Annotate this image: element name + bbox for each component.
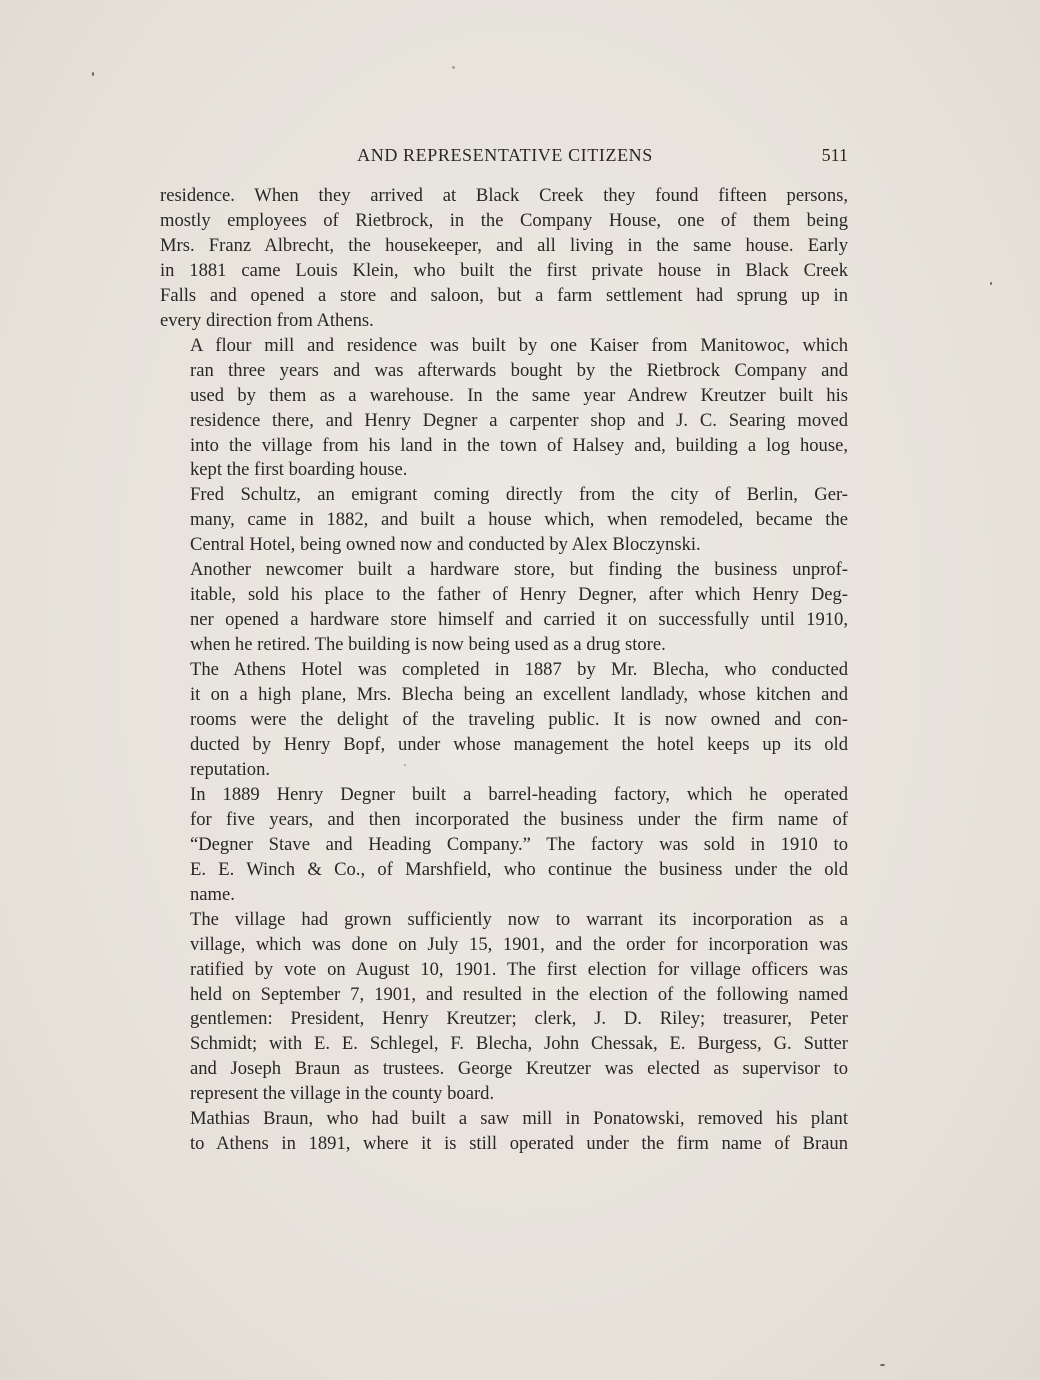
text-line: ratified by vote on August 10, 1901. The first election for village officers was [190, 958, 848, 980]
text-line: ducted by Henry Bopf, under whose management the hotel keeps up its old [190, 733, 848, 755]
text-line: “Degner Stave and Heading Company.” The factory was sold in 1910 to [190, 833, 848, 855]
text-line: rooms were the delight of the traveling public. It is now owned and con- [190, 709, 848, 731]
text-line: Schmidt; with E. E. Schlegel, F. Blecha, John Chessak, E. Burgess, G. Sutter [190, 1033, 848, 1055]
text-line: The Athens Hotel was completed in 1887 by Mr. Blecha, who conducted [190, 659, 848, 681]
text-line: Another newcomer built a hardware store, but finding the business unprof- [190, 559, 848, 581]
text-line: mostly employees of Rietbrock, in the Company House, one of them being [160, 209, 848, 231]
text-line: itable, sold his place to the father of Henry Degner, after which Henry Deg- [190, 584, 848, 606]
text-line: A flour mill and residence was built by one Kaiser from Manitowoc, which [190, 334, 848, 356]
paragraph [160, 558, 848, 658]
text-line: The village had grown sufficiently now to warrant its incorporation as a [190, 908, 848, 930]
paper-speck [990, 282, 992, 285]
text-line: Central Hotel, being owned now and conducted by Alex Bloczynski. [190, 534, 701, 556]
paper-speck [92, 72, 94, 76]
text-line: gentlemen: President, Henry Kreutzer; clerk, J. D. Riley; treasurer, Peter [190, 1008, 848, 1030]
text-line: represent the village in the county board. [190, 1083, 495, 1105]
text-line: for five years, and then incorporated the business under the firm name of [190, 808, 848, 830]
text-line: ran three years and was afterwards bought by the Rietbrock Company and [190, 359, 848, 381]
text-line: to Athens in 1891, where it is still operated under the firm name of Braun [190, 1133, 848, 1155]
text-line: reputation. [190, 758, 271, 780]
paragraph [160, 334, 848, 484]
text-line: when he retired. The building is now being used as a drug store. [190, 634, 666, 656]
text-line: into the village from his land in the town of Halsey and, building a log house, [190, 434, 848, 456]
text-line: name. [190, 883, 235, 905]
text-line: village, which was done on July 15, 1901, and the order for incorporation was [190, 933, 848, 955]
text-line: In 1889 Henry Degner built a barrel-heading factory, which he operated [190, 783, 848, 805]
text-line: Mathias Braun, who had built a saw mill in Ponatowski, removed his plant [190, 1108, 848, 1130]
text-line: used by them as a warehouse. In the same year Andrew Kreutzer built his [190, 384, 848, 406]
body-text [160, 184, 848, 1157]
text-line: Falls and opened a store and saloon, but a farm settlement had sprung up in [160, 284, 848, 306]
text-line: every direction from Athens. [160, 309, 374, 331]
text-line: in 1881 came Louis Klein, who built the first private house in Black Creek [160, 259, 848, 281]
text-line: and Joseph Braun as trustees. George Kreutzer was elected as supervisor to [190, 1058, 848, 1080]
running-head [160, 145, 850, 171]
paper-speck [452, 66, 455, 69]
running-head-title: AND REPRESENTATIVE CITIZENS [357, 145, 653, 165]
paragraph [160, 908, 848, 1108]
text-line: held on September 7, 1901, and resulted in the election of the following named [190, 983, 848, 1005]
text-line: residence. When they arrived at Black Creek they found fifteen persons, [160, 185, 848, 206]
page-number: 511 [821, 145, 848, 165]
text-line: many, came in 1882, and built a house which, when remodeled, became the [190, 509, 848, 531]
paragraph [160, 184, 848, 334]
text-line: it on a high plane, Mrs. Blecha being an excellent landlady, whose kitchen and [190, 684, 848, 706]
paper-speck [880, 1364, 885, 1366]
text-line: Mrs. Franz Albrecht, the housekeeper, and all living in the same house. Early [160, 234, 848, 256]
text-line: Fred Schultz, an emigrant coming directly from the city of Berlin, Ger- [190, 484, 848, 506]
paragraph [160, 783, 848, 908]
paragraph [160, 1107, 848, 1157]
paragraph [160, 483, 848, 558]
paragraph [160, 658, 848, 783]
text-line: ner opened a hardware store himself and carried it on successfully until 1910, [190, 609, 848, 631]
text-line: residence there, and Henry Degner a carpenter shop and J. C. Searing moved [190, 409, 848, 431]
text-line: E. E. Winch & Co., of Marshfield, who continue the business under the old [190, 858, 848, 880]
paper-speck [404, 764, 406, 766]
text-line: kept the first boarding house. [190, 459, 408, 481]
